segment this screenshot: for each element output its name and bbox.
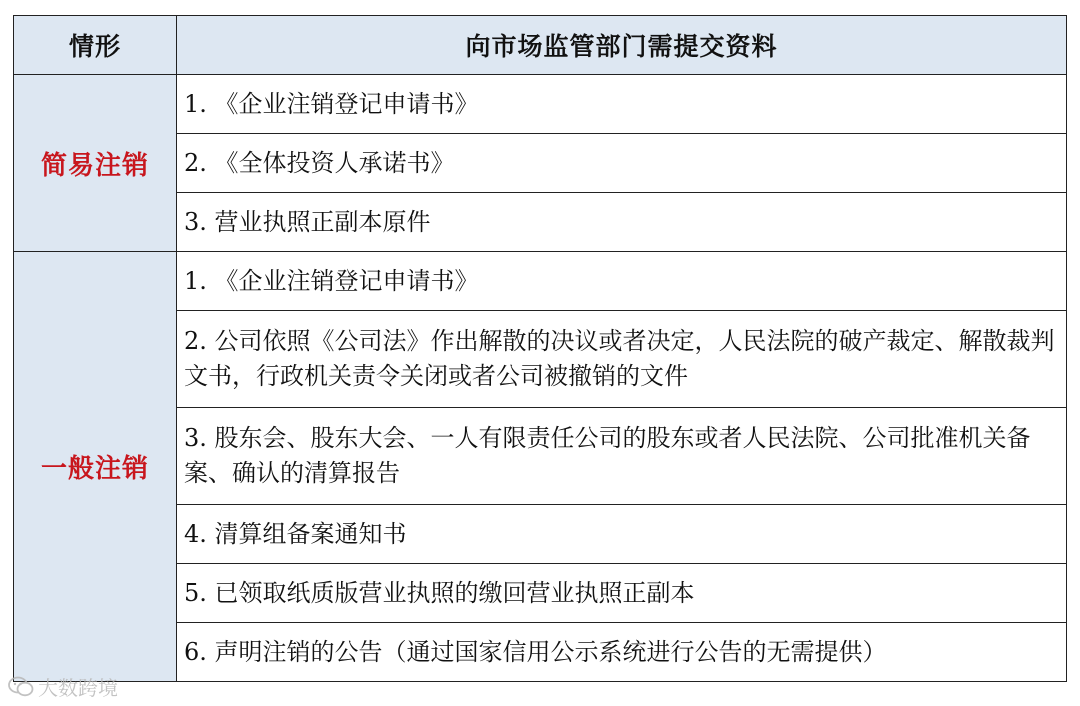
table-header-row xyxy=(14,16,1067,75)
table-cell-item: 1. 《企业注销登记申请书》 xyxy=(177,252,1067,311)
wechat-logo-icon xyxy=(8,676,34,698)
table-cell-item: 6. 声明注销的公告（通过国家信用公示系统进行公告的无需提供） xyxy=(177,623,1067,682)
category-simple-deregistration: 简易注销 xyxy=(14,75,177,252)
category-general-deregistration: 一般注销 xyxy=(14,252,177,682)
table-cell-item: 2. 公司依照《公司法》作出解散的决议或者决定，人民法院的破产裁定、解散裁判文书，行政机关责令关闭或者公司被撤销的文件 xyxy=(177,311,1067,408)
watermark-text: 大数跨境 xyxy=(38,676,118,700)
table-cell-item: 4. 清算组备案通知书 xyxy=(177,505,1067,564)
table-cell-item: 1. 《企业注销登记申请书》 xyxy=(177,75,1067,134)
header-materials: 向市场监管部门需提交资料 xyxy=(177,16,1067,75)
table-cell-item: 3. 营业执照正副本原件 xyxy=(177,193,1067,252)
watermark xyxy=(8,672,118,701)
table-row xyxy=(14,75,1067,134)
table-row xyxy=(14,252,1067,311)
header-situation: 情形 xyxy=(14,16,177,75)
table-cell-item: 2. 《全体投资人承诺书》 xyxy=(177,134,1067,193)
table-cell-item: 5. 已领取纸质版营业执照的缴回营业执照正副本 xyxy=(177,564,1067,623)
registration-documents-table xyxy=(13,15,1067,682)
table-cell-item: 3. 股东会、股东大会、一人有限责任公司的股东或者人民法院、公司批准机关备案、确认的清算报告 xyxy=(177,408,1067,505)
